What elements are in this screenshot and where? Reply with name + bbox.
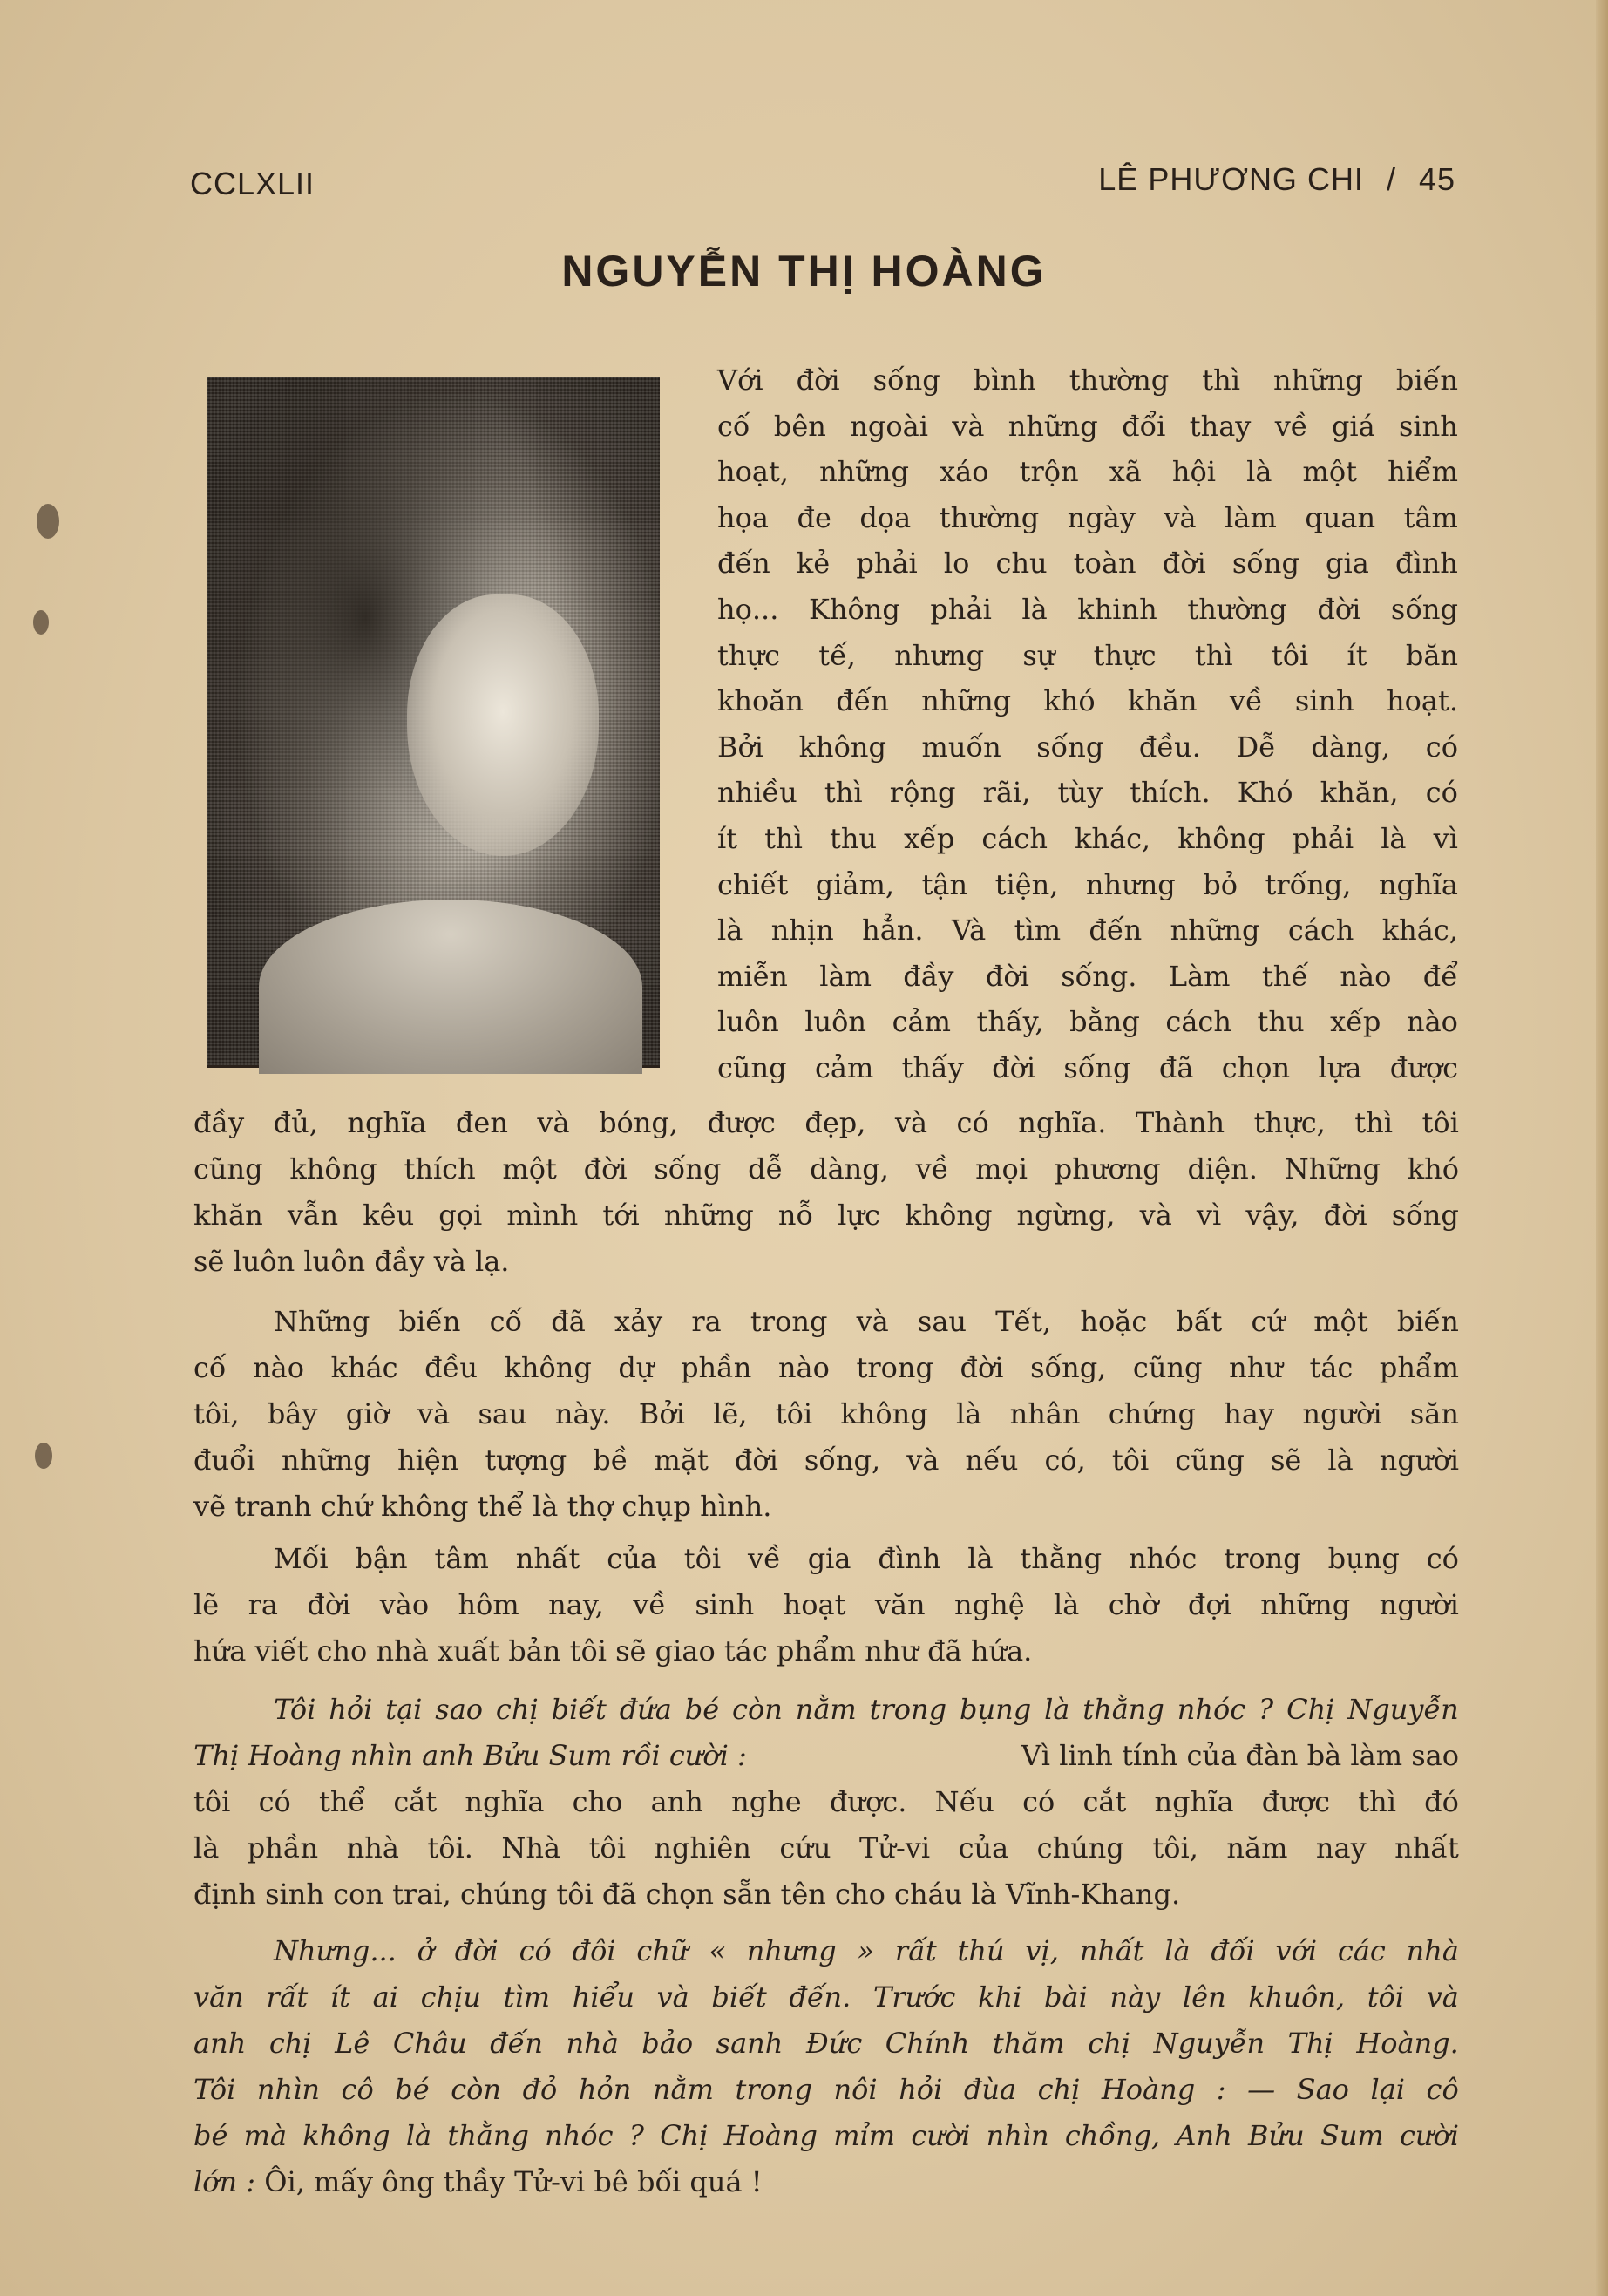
- article-title: NGUYỄN THỊ HOÀNG: [561, 247, 1047, 295]
- text-line: cố bên ngoài và những đổi thay về giá sinh: [717, 409, 1458, 443]
- text-line: cũng cảm thấy đời sống đã chọn lựa được: [717, 1050, 1458, 1084]
- text-line: miễn làm đầy đời sống. Làm thế nào để: [717, 959, 1458, 993]
- text-line: Nhưng... ở đời có đôi chữ « nhưng » rất thú vị, nhất là đối với các nhà: [274, 1934, 1459, 1967]
- text-line: Với đời sống bình thường thì những biến: [717, 363, 1458, 397]
- text-line: định sinh con trai, chúng tôi đã chọn sẵn tên cho cháu là Vĩnh-Khang.: [193, 1878, 1181, 1911]
- text-line: nhiều thì rộng rãi, tùy thích. Khó khăn, có: [717, 776, 1458, 810]
- text-line: lẽ ra đời vào hôm nay, về sinh hoạt văn nghệ là chờ đợi những người: [193, 1588, 1459, 1621]
- text-line: họ... Không phải là khinh thường đời sống: [717, 592, 1458, 626]
- section-number: CCLXLII: [190, 166, 315, 201]
- text-line: khăn vẫn kêu gọi mình tới những nỗ lực không ngừng, và vì vậy, đời sống: [193, 1199, 1459, 1232]
- paper-stain: [35, 1443, 52, 1469]
- text-line: tôi có thể cắt nghĩa cho anh nghe được. Nếu có cắt nghĩa được thì đó: [193, 1785, 1459, 1818]
- running-header: [1098, 161, 1455, 198]
- paragraph-5: [193, 1928, 1459, 2205]
- text-line: ít thì thu xếp cách khác, không phải là vì: [717, 821, 1458, 855]
- text-line: Bởi không muốn sống đều. Dễ dàng, có: [717, 730, 1458, 764]
- text-line: là phần nhà tôi. Nhà tôi nghiên cứu Tử-vi của chúng tôi, năm nay nhất: [193, 1831, 1459, 1865]
- text-line: Mối bận tâm nhất của tôi về gia đình là thằng nhóc trong bụng có: [274, 1542, 1459, 1575]
- page-number: 45: [1418, 161, 1455, 197]
- author-name: LÊ PHƯƠNG CHI: [1098, 161, 1364, 197]
- text-line: cũng không thích một đời sống dễ dàng, về mọi phương diện. Những khó: [193, 1152, 1459, 1185]
- paper-stain: [37, 504, 59, 539]
- text-line: hoạt, những xáo trộn xã hội là một hiểm: [717, 455, 1458, 489]
- text-line: đến kẻ phải lo chu toàn đời sống gia đình: [717, 547, 1458, 581]
- text-line: Tôi nhìn cô bé còn đỏ hỏn nằm trong nôi hỏi đùa chị Hoàng : — Sao lại cô: [193, 2073, 1459, 2106]
- text-line: chiết giảm, tận tiện, nhưng bỏ trống, nghĩa: [717, 867, 1458, 901]
- text-line: cố nào khác đều không dự phần nào trong đời sống, cũng như tác phẩm: [193, 1351, 1459, 1384]
- paper-stain: [33, 610, 49, 635]
- text-line: văn rất ít ai chịu tìm hiểu và biết đến. Trước khi bài này lên khuôn, tôi và: [193, 1980, 1459, 2014]
- text-line: Những biến cố đã xảy ra trong và sau Tết, hoặc bất cứ một biến: [274, 1305, 1459, 1338]
- text-line: Tôi hỏi tại sao chị biết đứa bé còn nằm trong bụng là thằng nhóc ? Chị Nguyễn: [274, 1693, 1459, 1726]
- text-line: đầy đủ, nghĩa đen và bóng, được đẹp, và có nghĩa. Thành thực, thì tôi: [193, 1106, 1459, 1139]
- portrait-photo: [207, 377, 660, 1068]
- text-line: tôi, bây giờ và sau này. Bởi lẽ, tôi không là nhân chứng hay người săn: [193, 1397, 1459, 1430]
- header-separator: /: [1386, 161, 1396, 197]
- intro-column: [717, 357, 1458, 1091]
- text-line: hứa viết cho nhà xuất bản tôi sẽ giao tác phẩm như đã hứa.: [193, 1634, 1033, 1668]
- text-line: bé mà không là thằng nhóc ? Chị Hoàng mỉm cười nhìn chồng, Anh Bửu Sum cười: [193, 2119, 1459, 2152]
- text-line: sẽ luôn luôn đầy và lạ.: [193, 1245, 510, 1278]
- paragraph-3: [193, 1536, 1459, 1674]
- text-line: Thị Hoàng nhìn anh Bửu Sum rồi cười : Vì linh tính của đàn bà làm sao: [193, 1739, 1459, 1772]
- text-line: là nhịn hẳn. Và tìm đến những cách khác,: [717, 914, 1458, 948]
- text-line: khoăn đến những khó khăn về sinh hoạt.: [717, 684, 1458, 718]
- paragraph-4: [193, 1687, 1459, 1918]
- text-line: họa đe dọa thường ngày và làm quan tâm: [717, 500, 1458, 534]
- photo-face: [407, 594, 599, 856]
- paragraph-2: [193, 1299, 1459, 1530]
- paragraph-1-continued: [193, 1100, 1459, 1285]
- text-line: anh chị Lê Châu đến nhà bảo sanh Đức Chính thăm chị Nguyễn Thị Hoàng.: [193, 2027, 1459, 2060]
- text-line: luôn luôn cảm thấy, bằng cách thu xếp nào: [717, 1005, 1458, 1039]
- text-line: đuổi những hiện tượng bề mặt đời sống, và nếu có, tôi cũng sẽ là người: [193, 1443, 1459, 1477]
- photo-shoulders: [259, 900, 642, 1074]
- text-line: lớn : Ôi, mấy ông thầy Tử-vi bê bối quá !: [193, 2165, 763, 2198]
- text-line: vẽ tranh chứ không thể là thợ chụp hình.: [193, 1490, 772, 1523]
- text-line: thực tế, nhưng sự thực thì tôi ít băn: [717, 638, 1458, 672]
- page-edge: [1596, 0, 1608, 2296]
